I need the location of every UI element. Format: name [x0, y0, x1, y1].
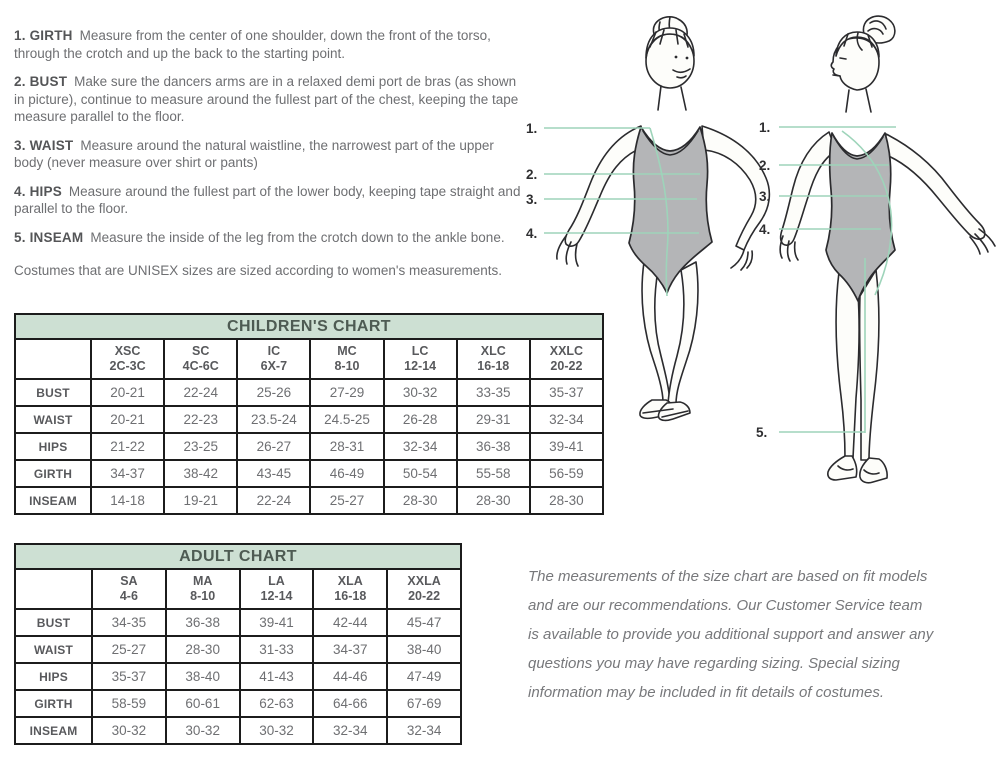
childrens-size-chart — [14, 313, 604, 515]
measurement-value: 23.5-24 — [237, 406, 310, 433]
measurement-value: 38-40 — [166, 663, 240, 690]
measurement-value: 62-63 — [240, 690, 314, 717]
instruction-hips-label: 4. HIPS — [14, 183, 62, 199]
measurement-value: 28-31 — [310, 433, 383, 460]
measurement-value: 28-30 — [166, 636, 240, 663]
back-label-inseam: 5. — [756, 425, 768, 440]
corner-cell — [15, 339, 91, 379]
measurement-value: 31-33 — [240, 636, 314, 663]
row-label: BUST — [15, 379, 91, 406]
row-label: HIPS — [15, 663, 92, 690]
measurement-value: 22-24 — [237, 487, 310, 514]
measurement-value: 67-69 — [387, 690, 461, 717]
measurement-value: 36-38 — [166, 609, 240, 636]
sizing-disclaimer: The measurements of the size chart are based on fit models and are our recommendations. Our Customer Service team is available to provide you additional support and answer any questions you may have regarding sizing. Special sizing information may be included in fit details of costumes. — [528, 568, 934, 701]
front-label-girth: 1. — [526, 121, 538, 136]
measurement-value: 55-58 — [457, 460, 530, 487]
size-header-row — [15, 569, 461, 609]
instruction-bust-text: Make sure the dancers arms are in a relaxed demi port de bras (as shown in picture), continue to measure around the fullest part of the chest, keeping the tape measure parallel to the floor. — [14, 74, 519, 124]
instruction-inseam-label: 5. INSEAM — [14, 229, 84, 245]
chart-title: CHILDREN'S CHART — [15, 314, 603, 339]
front-label-bust: 2. — [526, 167, 538, 182]
measurement-value: 47-49 — [387, 663, 461, 690]
back-label-waist: 3. — [759, 189, 771, 204]
measurement-value: 56-59 — [530, 460, 603, 487]
measurement-value: 33-35 — [457, 379, 530, 406]
measurement-value: 32-34 — [313, 717, 387, 744]
measurement-row — [15, 487, 603, 514]
size-column-header: MC 8-10 — [310, 339, 383, 379]
instruction-bust — [14, 73, 521, 126]
measurement-value: 58-59 — [92, 690, 166, 717]
measurement-value: 34-35 — [92, 609, 166, 636]
measurement-value: 26-27 — [237, 433, 310, 460]
measurement-value: 35-37 — [92, 663, 166, 690]
measurement-value: 41-43 — [240, 663, 314, 690]
measurement-value: 32-34 — [530, 406, 603, 433]
measurement-value: 45-47 — [387, 609, 461, 636]
instruction-hips-text: Measure around the fullest part of the lower body, keeping tape straight and parallel to the floor. — [14, 183, 521, 216]
instruction-girth — [14, 27, 521, 62]
size-column-header: XSC 2C-3C — [91, 339, 164, 379]
measurement-value: 34-37 — [91, 460, 164, 487]
row-label: INSEAM — [15, 487, 91, 514]
size-column-header: MA 8-10 — [166, 569, 240, 609]
back-measurement-labels — [756, 120, 770, 440]
measurement-value: 20-21 — [91, 406, 164, 433]
measurement-value: 34-37 — [313, 636, 387, 663]
measurement-value: 26-28 — [384, 406, 457, 433]
measurement-value: 60-61 — [166, 690, 240, 717]
measurement-row — [15, 609, 461, 636]
measurement-value: 38-40 — [387, 636, 461, 663]
measurement-value: 19-21 — [164, 487, 237, 514]
measurement-value: 29-31 — [457, 406, 530, 433]
measurement-row — [15, 460, 603, 487]
row-label: WAIST — [15, 406, 91, 433]
measurement-value: 21-22 — [91, 433, 164, 460]
measurement-value: 43-45 — [237, 460, 310, 487]
measurement-value: 38-42 — [164, 460, 237, 487]
measurement-value: 23-25 — [164, 433, 237, 460]
instruction-girth-label: 1. GIRTH — [14, 28, 73, 43]
measurement-value: 25-27 — [310, 487, 383, 514]
size-column-header: LC 12-14 — [384, 339, 457, 379]
measurement-row — [15, 636, 461, 663]
row-label: BUST — [15, 609, 92, 636]
front-label-hips: 4. — [526, 226, 538, 241]
corner-cell — [15, 569, 92, 609]
measurement-value: 64-66 — [313, 690, 387, 717]
measurement-value: 25-27 — [92, 636, 166, 663]
row-label: HIPS — [15, 433, 91, 460]
measurement-value: 20-21 — [91, 379, 164, 406]
measurement-value: 39-41 — [530, 433, 603, 460]
measurement-row — [15, 663, 461, 690]
measurement-value: 46-49 — [310, 460, 383, 487]
size-column-header: XXLA 20-22 — [387, 569, 461, 609]
measurement-value: 28-30 — [384, 487, 457, 514]
instruction-waist — [14, 137, 521, 172]
measurement-row — [15, 433, 603, 460]
measurement-value: 22-23 — [164, 406, 237, 433]
size-column-header: XXLC 20-22 — [530, 339, 603, 379]
measurement-value: 22-24 — [164, 379, 237, 406]
unisex-note: Costumes that are UNISEX sizes are sized according to women's measurements. — [14, 263, 503, 278]
row-label: WAIST — [15, 636, 92, 663]
measurement-value: 35-37 — [530, 379, 603, 406]
row-label: GIRTH — [15, 460, 91, 487]
instruction-waist-text: Measure around the natural waistline, the narrowest part of the upper body (never measure over shirt or pants) — [14, 137, 494, 170]
instruction-hips — [14, 183, 521, 218]
front-label-waist: 3. — [526, 192, 538, 207]
row-label: GIRTH — [15, 690, 92, 717]
front-measurement-labels — [526, 121, 537, 241]
back-label-girth: 1. — [759, 120, 771, 135]
measurement-value: 44-46 — [313, 663, 387, 690]
measurement-row — [15, 406, 603, 433]
chart-title-row — [15, 544, 461, 569]
measurement-instructions — [14, 27, 521, 291]
measurement-value: 50-54 — [384, 460, 457, 487]
measurement-row — [15, 717, 461, 744]
measurement-value: 32-34 — [387, 717, 461, 744]
measurement-value: 28-30 — [530, 487, 603, 514]
size-column-header: IC 6X-7 — [237, 339, 310, 379]
measurement-value: 27-29 — [310, 379, 383, 406]
measurement-value: 36-38 — [457, 433, 530, 460]
measurement-value: 30-32 — [240, 717, 314, 744]
measurement-row — [15, 379, 603, 406]
instruction-inseam-text: Measure the inside of the leg from the crotch down to the ankle bone. — [90, 229, 505, 245]
chart-title-row — [15, 314, 603, 339]
adult-size-chart — [14, 543, 462, 745]
measurement-value: 42-44 — [313, 609, 387, 636]
back-dancer-figure — [780, 16, 995, 483]
measurement-value: 14-18 — [91, 487, 164, 514]
instruction-inseam — [14, 229, 521, 247]
back-label-hips: 4. — [759, 222, 771, 237]
size-column-header: XLA 16-18 — [313, 569, 387, 609]
back-label-bust: 2. — [759, 158, 771, 173]
size-column-header: SC 4C-6C — [164, 339, 237, 379]
measurement-value: 32-34 — [384, 433, 457, 460]
size-column-header: LA 12-14 — [240, 569, 314, 609]
row-label: INSEAM — [15, 717, 92, 744]
measurement-value: 30-32 — [166, 717, 240, 744]
measurement-value: 25-26 — [237, 379, 310, 406]
size-column-header: XLC 16-18 — [457, 339, 530, 379]
measurement-value: 30-32 — [92, 717, 166, 744]
measurement-value: 24.5-25 — [310, 406, 383, 433]
measurement-value: 30-32 — [384, 379, 457, 406]
chart-title: ADULT CHART — [15, 544, 461, 569]
instruction-girth-text: Measure from the center of one shoulder, down the front of the torso, through the crotch and up the back to the starting point. — [14, 28, 491, 61]
size-column-header: SA 4-6 — [92, 569, 166, 609]
instruction-waist-label: 3. WAIST — [14, 137, 74, 153]
measurement-row — [15, 690, 461, 717]
measurement-value: 28-30 — [457, 487, 530, 514]
size-header-row — [15, 339, 603, 379]
measurement-value: 39-41 — [240, 609, 314, 636]
instruction-bust-label: 2. BUST — [14, 74, 68, 89]
